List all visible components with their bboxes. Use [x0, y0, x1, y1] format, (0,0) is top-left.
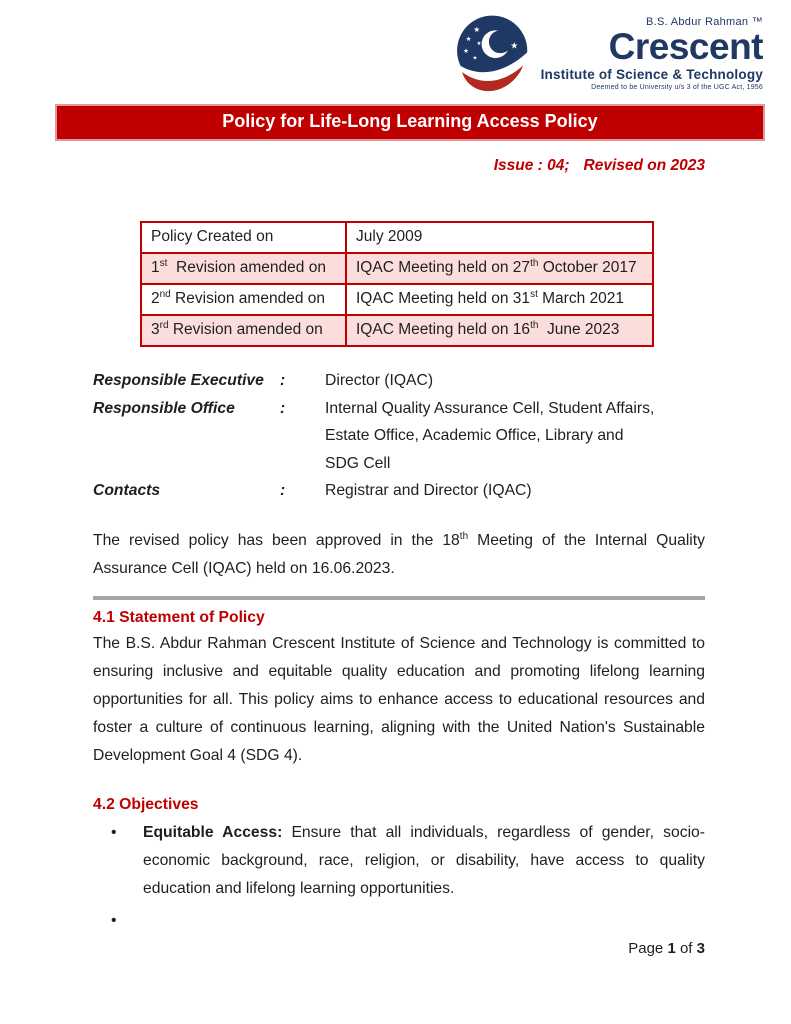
revised-on: Revised on 2023 [583, 157, 705, 174]
logo-name: Crescent [608, 26, 763, 67]
star-icon: ★ [472, 24, 480, 34]
crescent-moon-emblem-icon [452, 14, 534, 94]
star-icon: ★ [465, 35, 472, 43]
star-icon: ★ [476, 41, 482, 48]
responsible-executive-row: Responsible Executive : Director (IQAC) [93, 372, 434, 389]
revision-label-cell: 1st Revision amended on [141, 253, 346, 284]
list-item: • Equitable Access: Ensure that all individuals, regardless of gender, socio-economic background, race, religion, or disability, have access to quality education and lifelong learning opportunities. [111, 819, 705, 903]
logo-subtitle: Institute of Science & Technology [540, 66, 763, 82]
section-42-heading: 4.2 Objectives [93, 795, 199, 813]
table-row [141, 315, 653, 346]
header [0, 0, 791, 91]
list-item [111, 907, 705, 935]
revision-value-cell: IQAC Meeting held on 27th October 2017 [346, 253, 653, 284]
star-icon: ★ [472, 55, 478, 62]
responsibility-block [93, 367, 705, 505]
table-row [141, 284, 653, 315]
star-icon: ★ [462, 48, 469, 56]
issue-number: Issue : 04; [493, 157, 570, 174]
bullet-icon: • [111, 911, 117, 929]
objectives-list [111, 819, 705, 935]
logo-trademark-line: B.S. Abdur Rahman ™ [646, 16, 763, 28]
revision-value-cell: July 2009 [346, 222, 653, 253]
page-number: Page 1 of 3 [628, 940, 705, 957]
responsible-office-row: Responsible Office : Internal Quality Assurance Cell, Student Affairs, Estate Office, Academic Office, Library and SDG Cell [93, 399, 655, 472]
logo-text-block [541, 14, 763, 91]
approval-paragraph: The revised policy has been approved in the 18th Meeting of the Internal Quality Assurance Cell (IQAC) held on 16.06.2023. [93, 530, 705, 577]
table-row [141, 253, 653, 284]
policy-title: Policy for Life-Long Learning Access Policy [222, 111, 598, 131]
star-icon: ★ [509, 40, 518, 51]
table-row [141, 222, 653, 253]
issue-revision-line [0, 157, 705, 175]
revision-label-cell: 2nd Revision amended on [141, 284, 346, 315]
bullet-bold-lead: Equitable Access: [143, 823, 283, 841]
revision-value-cell: IQAC Meeting held on 16th June 2023 [346, 315, 653, 346]
crescent-logo [452, 14, 763, 91]
section-41-heading: 4.1 Statement of Policy [93, 608, 265, 626]
policy-title-banner [55, 104, 765, 141]
revision-label-cell: Policy Created on [141, 222, 346, 253]
revision-history-table [140, 221, 654, 347]
section-41-body: The B.S. Abdur Rahman Crescent Institute of Science and Technology is committed to ensuring inclusive and equitable quality education and promoting lifelong learning opportunities for all. This policy aims to enhance access to educational resources and foster a culture of continuous learning, aligning with the United Nation's Sustainable Development Goal 4 (SDG 4). [93, 634, 705, 764]
revision-label-cell: 3rd Revision amended on [141, 315, 346, 346]
revision-value-cell: IQAC Meeting held on 31st March 2021 [346, 284, 653, 315]
section-divider [93, 596, 705, 600]
contacts-row: Contacts : Registrar and Director (IQAC) [93, 482, 532, 499]
bullet-icon: • [111, 823, 117, 841]
logo-tagline: Deemed to be University u/s 3 of the UGC Act, 1956 [591, 83, 763, 91]
